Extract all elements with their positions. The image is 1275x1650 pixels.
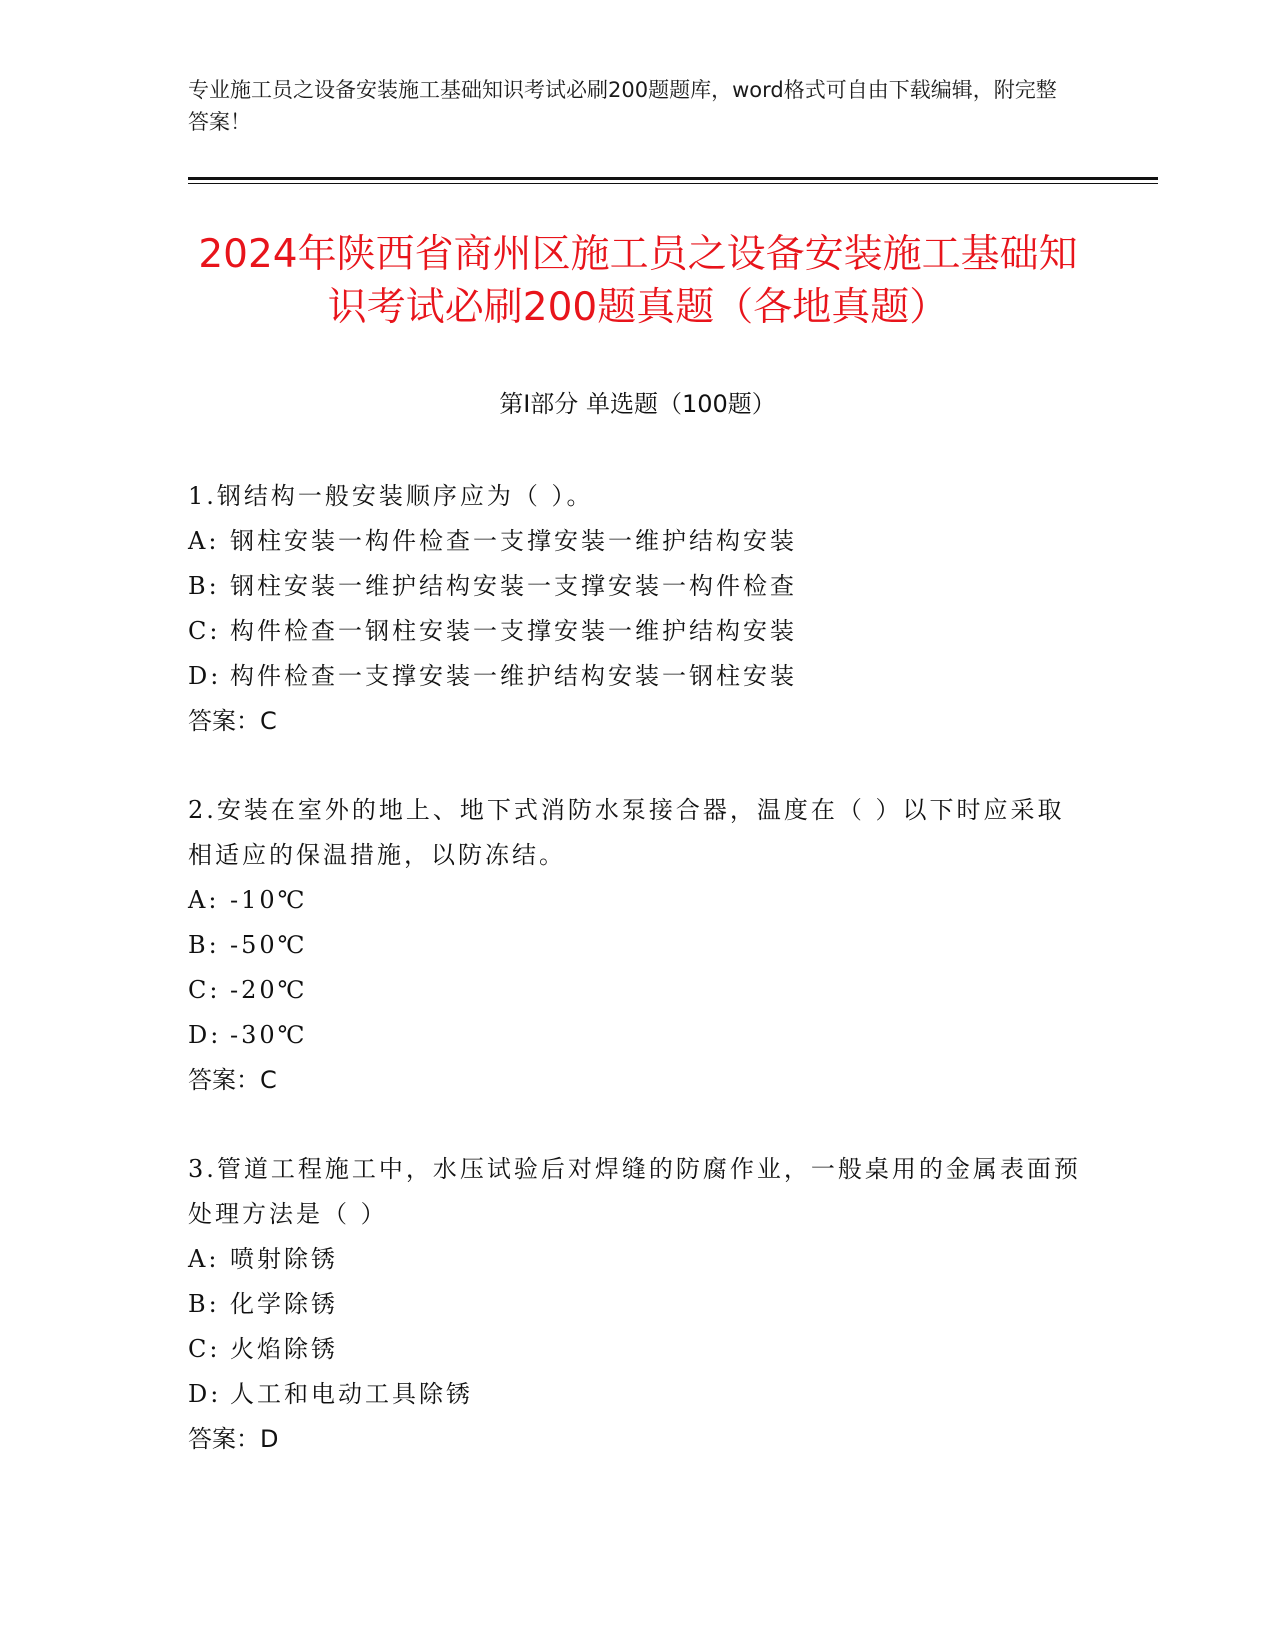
option-letter: B: — [188, 572, 220, 600]
answer: 答案：D — [188, 1425, 279, 1453]
header-divider-thin — [188, 183, 1158, 184]
question-text: 1.钢结构一般安装顺序应为（ ）。 — [188, 482, 594, 510]
option-b — [188, 923, 1088, 968]
section-heading: 第Ⅰ部分 单选题（100题） — [499, 390, 776, 418]
option-text: 构件检查一支撑安装一维护结构安装一钢柱安装 — [230, 662, 797, 690]
option-d — [188, 654, 1088, 699]
question-text: 3.管道工程施工中，水压试验后对焊缝的防腐作业，一般桌用的金属表面预处理方法是（ ） — [188, 1155, 1081, 1228]
option-text: -10℃ — [230, 886, 308, 914]
option-text: 化学除锈 — [230, 1290, 338, 1318]
option-b — [188, 564, 1088, 609]
option-letter: A: — [188, 527, 220, 555]
option-letter: B: — [188, 1290, 220, 1318]
header-note: 专业施工员之设备安装施工基础知识考试必刷200题题库，word格式可自由下载编辑，附完整答案！ — [188, 78, 1057, 134]
option-letter: D: — [188, 662, 222, 690]
option-text: 钢柱安装一维护结构安装一支撑安装一构件检查 — [230, 572, 797, 600]
question-text: 2.安装在室外的地上、地下式消防水泵接合器，温度在（ ）以下时应采取相适应的保温措施，以防冻结。 — [188, 796, 1065, 869]
option-letter: D: — [188, 1021, 222, 1049]
question-2 — [188, 788, 1088, 1103]
document-title: 2024年陕西省商州区施工员之设备安装施工基础知识考试必刷200题真题（各地真题） — [198, 232, 1078, 330]
question-1 — [188, 474, 1088, 744]
option-text: 火焰除锈 — [230, 1335, 338, 1363]
option-a — [188, 878, 1088, 923]
option-b — [188, 1282, 1088, 1327]
option-text: -50℃ — [230, 931, 308, 959]
option-letter: A: — [188, 1245, 220, 1273]
option-text: 喷射除锈 — [230, 1245, 338, 1273]
option-text: -20℃ — [230, 976, 308, 1004]
question-3 — [188, 1147, 1088, 1462]
option-letter: D: — [188, 1380, 222, 1408]
answer: 答案：C — [188, 707, 277, 735]
option-c — [188, 968, 1088, 1013]
option-text: 人工和电动工具除锈 — [230, 1380, 473, 1408]
option-d — [188, 1372, 1088, 1417]
option-letter: A: — [188, 886, 220, 914]
option-text: 构件检查一钢柱安装一支撑安装一维护结构安装 — [230, 617, 797, 645]
option-text: -30℃ — [230, 1021, 308, 1049]
option-c — [188, 609, 1088, 654]
option-letter: C: — [188, 1335, 221, 1363]
option-a — [188, 1237, 1088, 1282]
question-list — [188, 474, 1088, 1506]
option-text: 钢柱安装一构件检查一支撑安装一维护结构安装 — [230, 527, 797, 555]
option-c — [188, 1327, 1088, 1372]
option-a — [188, 519, 1088, 564]
option-letter: C: — [188, 617, 221, 645]
header-divider-thick — [188, 177, 1158, 180]
option-letter: C: — [188, 976, 221, 1004]
option-d — [188, 1013, 1088, 1058]
answer: 答案：C — [188, 1066, 277, 1094]
option-letter: B: — [188, 931, 220, 959]
